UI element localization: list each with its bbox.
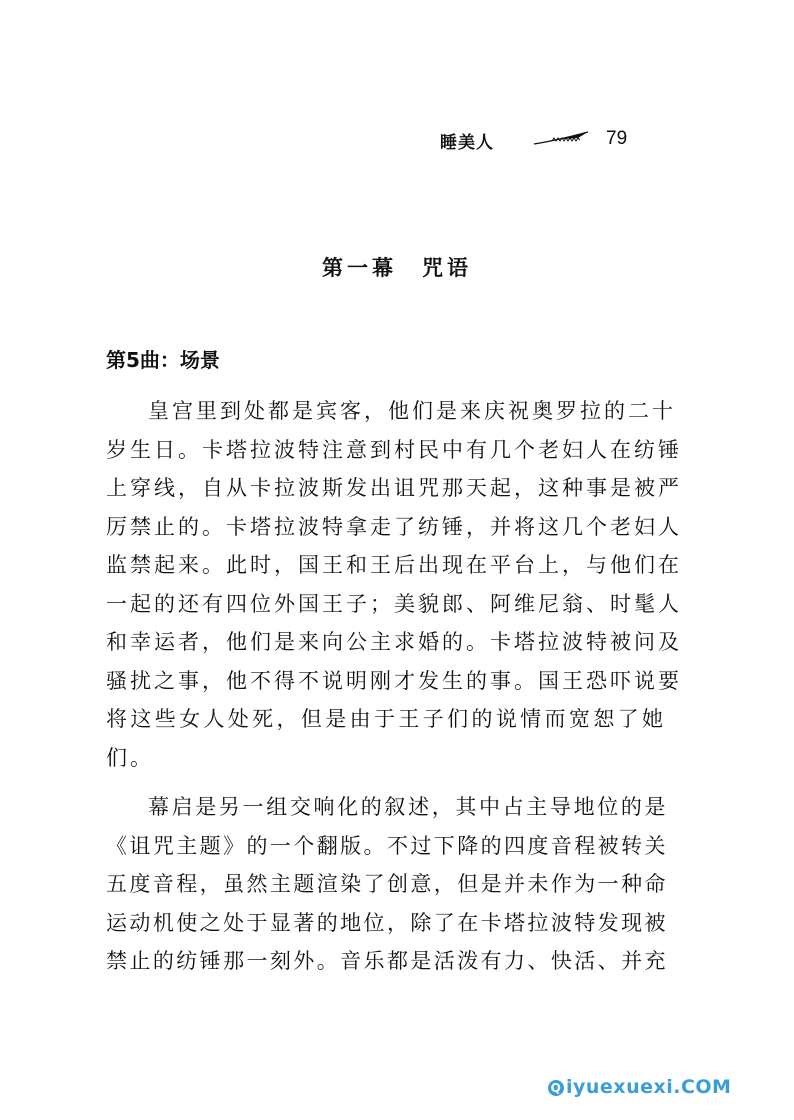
text-line: 《诅咒主题》的一个翻版。不过下降的四度音程被转关 [106,833,666,858]
decorative-scroll-icon [532,130,592,150]
text-line: 一起的还有四位外国王子；美貌郎、阿维尼翁、时髦人 [106,591,682,616]
section-heading: 第5曲：场景 [106,348,220,372]
watermark-logo-icon: Q [548,1080,564,1096]
act-title: 第一幕 咒语 [322,256,472,280]
text-line: 岁生日。卡塔拉波特注意到村民中有几个老妇人在纺锤 [106,437,682,462]
running-header [440,128,700,158]
site-watermark [548,1076,731,1098]
text-line: 上穿线，自从卡拉波斯发出诅咒那天起，这种事是被严 [106,476,682,500]
text-line: 将这些女人处死，但是由于王子们的说情而宽恕了她 [106,707,666,731]
text-line: 五度音程，虽然主题渲染了创意，但是并未作为一种命 [106,872,666,896]
text-line: 运动机使之处于显著的地位，除了在卡塔拉波特发现被 [106,910,666,935]
text-line: 幕启是另一组交响化的叙述，其中占主导地位的是 [148,795,666,819]
text-line: 们。 [106,745,154,770]
text-line: 和幸运者，他们是来向公主求婚的。卡塔拉波特被问及 [106,630,682,654]
paragraph-scene-description [106,392,682,777]
text-line: 厉禁止的。卡塔拉波特拿走了纺锤，并将这几个老妇人 [106,514,682,539]
watermark-text: iyuexuexi.COM [566,1076,732,1098]
header-book-title: 睡美人 [440,133,494,153]
text-line: 皇宫里到处都是宾客，他们是来庆祝奥罗拉的二十 [148,399,676,423]
paragraph-music-analysis [106,788,666,981]
text-line: 骚扰之事，他不得不说明刚才发生的事。国王恐吓说要 [106,668,682,693]
page-number: 79 [606,128,628,149]
text-line: 禁止的纺锤那一刻外。音乐都是活泼有力、快活、并充 [106,949,666,973]
text-line: 监禁起来。此时，国王和王后出现在平台上，与他们在 [106,553,682,577]
